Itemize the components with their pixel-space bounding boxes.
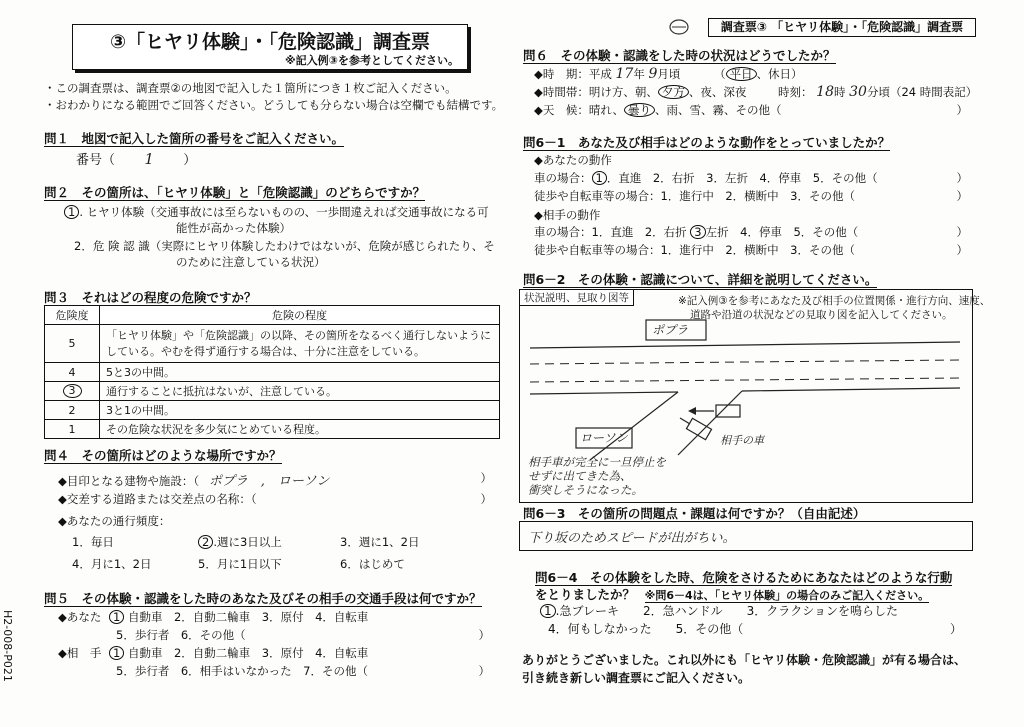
q6-slot-row[interactable]: ◆時間帯：明け方、朝、 夕方 、夜、深夜 時刻： 18時 30分頃（24 時間表記） bbox=[534, 84, 978, 100]
q64-options-2[interactable]: 4．何もしなかった 5．その他（ ） bbox=[548, 622, 962, 636]
q2-option-1[interactable]: 1 . ヒヤリ体験（交通事故には至らないものの、一歩間違えれば交通事故になる可 bbox=[64, 204, 489, 220]
closing-line-1: ありがとうございました。これ以外にも「ヒヤリ体験・危険認識」が有る場合は、 bbox=[522, 653, 967, 667]
page-title: ③「ヒヤリ体験」・「危険認識」調査票 bbox=[109, 31, 431, 53]
q61-you-car[interactable]: 車の場合： 1 ．直進 2．右折 3．左折 4．停車 5．その他（ ） bbox=[534, 171, 968, 185]
table-row[interactable]: 1 その危険な状況を多少気にとめている程度。 bbox=[45, 420, 500, 439]
q4-landmark-answer[interactable]: ポプラ , ローソン bbox=[208, 474, 330, 489]
q4-freq-6[interactable]: 6．はじめて bbox=[340, 557, 405, 571]
q5-other-row[interactable]: ◆相 手 1 自動車 2．自動二輪車 3．原付 4．自転車 bbox=[58, 646, 369, 660]
q5-you-selected-mark: 1 bbox=[109, 610, 124, 624]
q61-you-selected: 1 bbox=[592, 171, 607, 185]
sketch-memo-2: せずに出てきた為、 bbox=[528, 469, 632, 483]
form-badge: 調査票③ 「ヒヤリ体験」・「危険認識」調査票 bbox=[708, 18, 976, 37]
q63-label: 問6－3 その箇所の問題点・課題は何ですか？（自由記述） bbox=[523, 506, 866, 521]
q61-you-walk[interactable]: 徒歩や自転車等の場合：1．進行中 2．横断中 3．その他（ ） bbox=[534, 189, 968, 203]
q4-freq-2[interactable]: 2 .週に3日以上 bbox=[198, 534, 282, 550]
q1-answer[interactable]: 1 bbox=[144, 150, 154, 168]
stamp-icon bbox=[668, 18, 690, 39]
sketch-box[interactable] bbox=[519, 289, 991, 503]
q4-intersection-row[interactable]: ◆交差する道路または交差点の名称：（ ） bbox=[58, 492, 492, 506]
side-code: H2-008-P021 bbox=[1, 610, 14, 682]
q4-freq-5[interactable]: 5．月に1日以下 bbox=[198, 557, 282, 571]
title-note: ※記入例③を参考としてください。 bbox=[284, 54, 459, 67]
title-box bbox=[72, 24, 468, 70]
sketch-shop-1: ポプラ bbox=[652, 323, 689, 337]
q6-year: 17 bbox=[615, 66, 634, 82]
q4-freq-4[interactable]: 4．月に1、2日 bbox=[72, 557, 152, 571]
q5-you-row[interactable]: ◆あなた 1 自動車 2．自動二輪車 3．原付 4．自転車 bbox=[58, 610, 369, 624]
q6-slot-selected: 夕方 bbox=[658, 85, 689, 99]
q61-other-selected: 3 bbox=[690, 225, 705, 239]
q61-label: 問6－1 あなた及び相手はどのような動作をとっていましたか？ bbox=[523, 135, 891, 150]
q5-label: 問５ その体験・認識をした時のあなた及びその相手の交通手段は何ですか？ bbox=[44, 591, 482, 606]
danger-level-table bbox=[44, 305, 500, 439]
q2-selected-mark: 1 bbox=[64, 205, 79, 219]
q6-hour: 18 bbox=[816, 84, 834, 100]
q64-selected-mark: 1 bbox=[540, 604, 556, 618]
q64-label: 問6－4 その体験をした時、危険をさけるためにあなたはどのような行動 bbox=[535, 570, 953, 585]
q6-time-row[interactable]: ◆時 期：平成 17年 9月頃 （ 平日 、休日） bbox=[534, 66, 803, 82]
q4-selected-mark: 2 bbox=[198, 535, 213, 549]
q6-label: 問６ その体験・認識をした時の状況はどうでしたか？ bbox=[523, 48, 836, 63]
q61-other-head: ◆相手の動作 bbox=[534, 208, 601, 222]
q2-option-1-cont: 能性が高かった体験） bbox=[176, 221, 291, 235]
q6-minute: 30 bbox=[849, 84, 867, 100]
closing-line-2: 引き続き新しい調査票にご記入ください。 bbox=[522, 671, 751, 685]
intro-line-1: ・この調査票は、調査票②の地図で記入した１箇所につき１枚ご記入ください。 bbox=[44, 81, 457, 95]
q4-label: 問４ その箇所はどのような場所ですか？ bbox=[44, 448, 282, 463]
sketch-note-1: ※記入例③を参考にあなた及び相手の位置関係・進行方向、速度、 bbox=[678, 295, 991, 307]
sketch-memo-1: 相手車が完全に一旦停止を bbox=[528, 455, 666, 469]
q4-freq-3[interactable]: 3．週に1、2日 bbox=[340, 535, 420, 549]
q63-answer: 下り坂のためスピードが出がちい。 bbox=[528, 531, 736, 546]
q2-option-2[interactable]: 2．危 険 認 識（実際にヒヤリ体験したわけではないが、危険が感じられたり、そ bbox=[74, 239, 495, 253]
table-row[interactable]: 5 「ヒヤリ体験」や「危険認識」の以降、その箇所をなるべく通行しないようにしている。やむを得ず通行する場合は、十分に注意をしている。 bbox=[45, 325, 500, 363]
q61-you-head: ◆あなたの動作 bbox=[534, 153, 612, 167]
q5-you-row-2[interactable]: 5．歩行者 6．その他（ ） bbox=[116, 628, 490, 642]
table-row[interactable]: 2 3と1の中間。 bbox=[45, 401, 500, 420]
table-row[interactable]: 3 通行することに抵抗はないが、注意している。 bbox=[45, 382, 500, 401]
sketch-memo-3: 衝突しそうになった。 bbox=[528, 483, 643, 497]
sketch-shop-2: ローソン bbox=[580, 431, 628, 445]
q2-label: 問２ その箇所は、「ヒヤリ体験」と「危険認識」のどちらですか？ bbox=[44, 185, 426, 200]
sketch-note-2: 道路や沿道の状況などの見取り図を記入してください。 bbox=[690, 309, 953, 321]
q1-label: 問１ 地図で記入した箇所の番号をご記入ください。 bbox=[44, 131, 345, 146]
sketch-other-car-label: 相手の車 bbox=[720, 434, 764, 447]
q4-landmark-row: ◆目印となる建物や施設：（ ポプラ , ローソン ） bbox=[58, 471, 492, 489]
sketch-box-label: 状況説明、見取り図等 bbox=[520, 290, 634, 306]
q6-month: 9 bbox=[648, 66, 658, 82]
q61-other-car[interactable]: 車の場合：1．直進 2．右折 3 左折 4．停車 5．その他（ ） bbox=[534, 225, 968, 239]
q3-label: 問３ それはどの程度の危険ですか？ bbox=[44, 290, 257, 305]
q3-selected-mark: 3 bbox=[63, 384, 82, 398]
q63-answer-box[interactable] bbox=[519, 521, 973, 551]
q5-other-selected-mark: 1 bbox=[109, 646, 124, 660]
table-header-level: 危険度 bbox=[45, 306, 100, 325]
q64-label-2: をとりましたか？ ※問6－4は、「ヒヤリ体験」の場合のみご記入ください。 bbox=[535, 587, 930, 602]
intro-line-2: ・おわかりになる範囲でご回答ください。どうしても分らない場合は空欄でも結構です。 bbox=[44, 98, 504, 112]
q64-options-1[interactable]: 1 .急ブレーキ 2．急ハンドル 3．クラクションを鳴らした bbox=[540, 602, 898, 619]
q1-answer-row: 番号（ 1 ） bbox=[76, 150, 197, 168]
q5-other-row-2[interactable]: 5．歩行者 6．相手はいなかった 7．その他（ ） bbox=[116, 664, 490, 678]
q61-other-walk[interactable]: 徒歩や自転車等の場合：1．進行中 2．横断中 3．その他（ ） bbox=[534, 243, 968, 257]
q4-frequency-label: ◆あなたの通行頻度： bbox=[58, 514, 171, 528]
q4-freq-1[interactable]: 1．毎日 bbox=[72, 535, 114, 549]
table-header-desc: 危険の程度 bbox=[100, 306, 500, 325]
q62-label: 問6－2 その体験・認識について、詳細を説明してください。 bbox=[523, 272, 878, 287]
table-row[interactable]: 4 5と3の中間。 bbox=[45, 363, 500, 382]
q6-weather-row[interactable]: ◆天 候：晴れ、 曇り 、雨、雪、霧、その他（ ） bbox=[534, 103, 968, 117]
q6-day-selected: 平日 bbox=[726, 67, 757, 81]
q2-option-2-cont: のために注意している状況） bbox=[176, 255, 326, 269]
q6-weather-selected: 曇り bbox=[624, 103, 655, 117]
